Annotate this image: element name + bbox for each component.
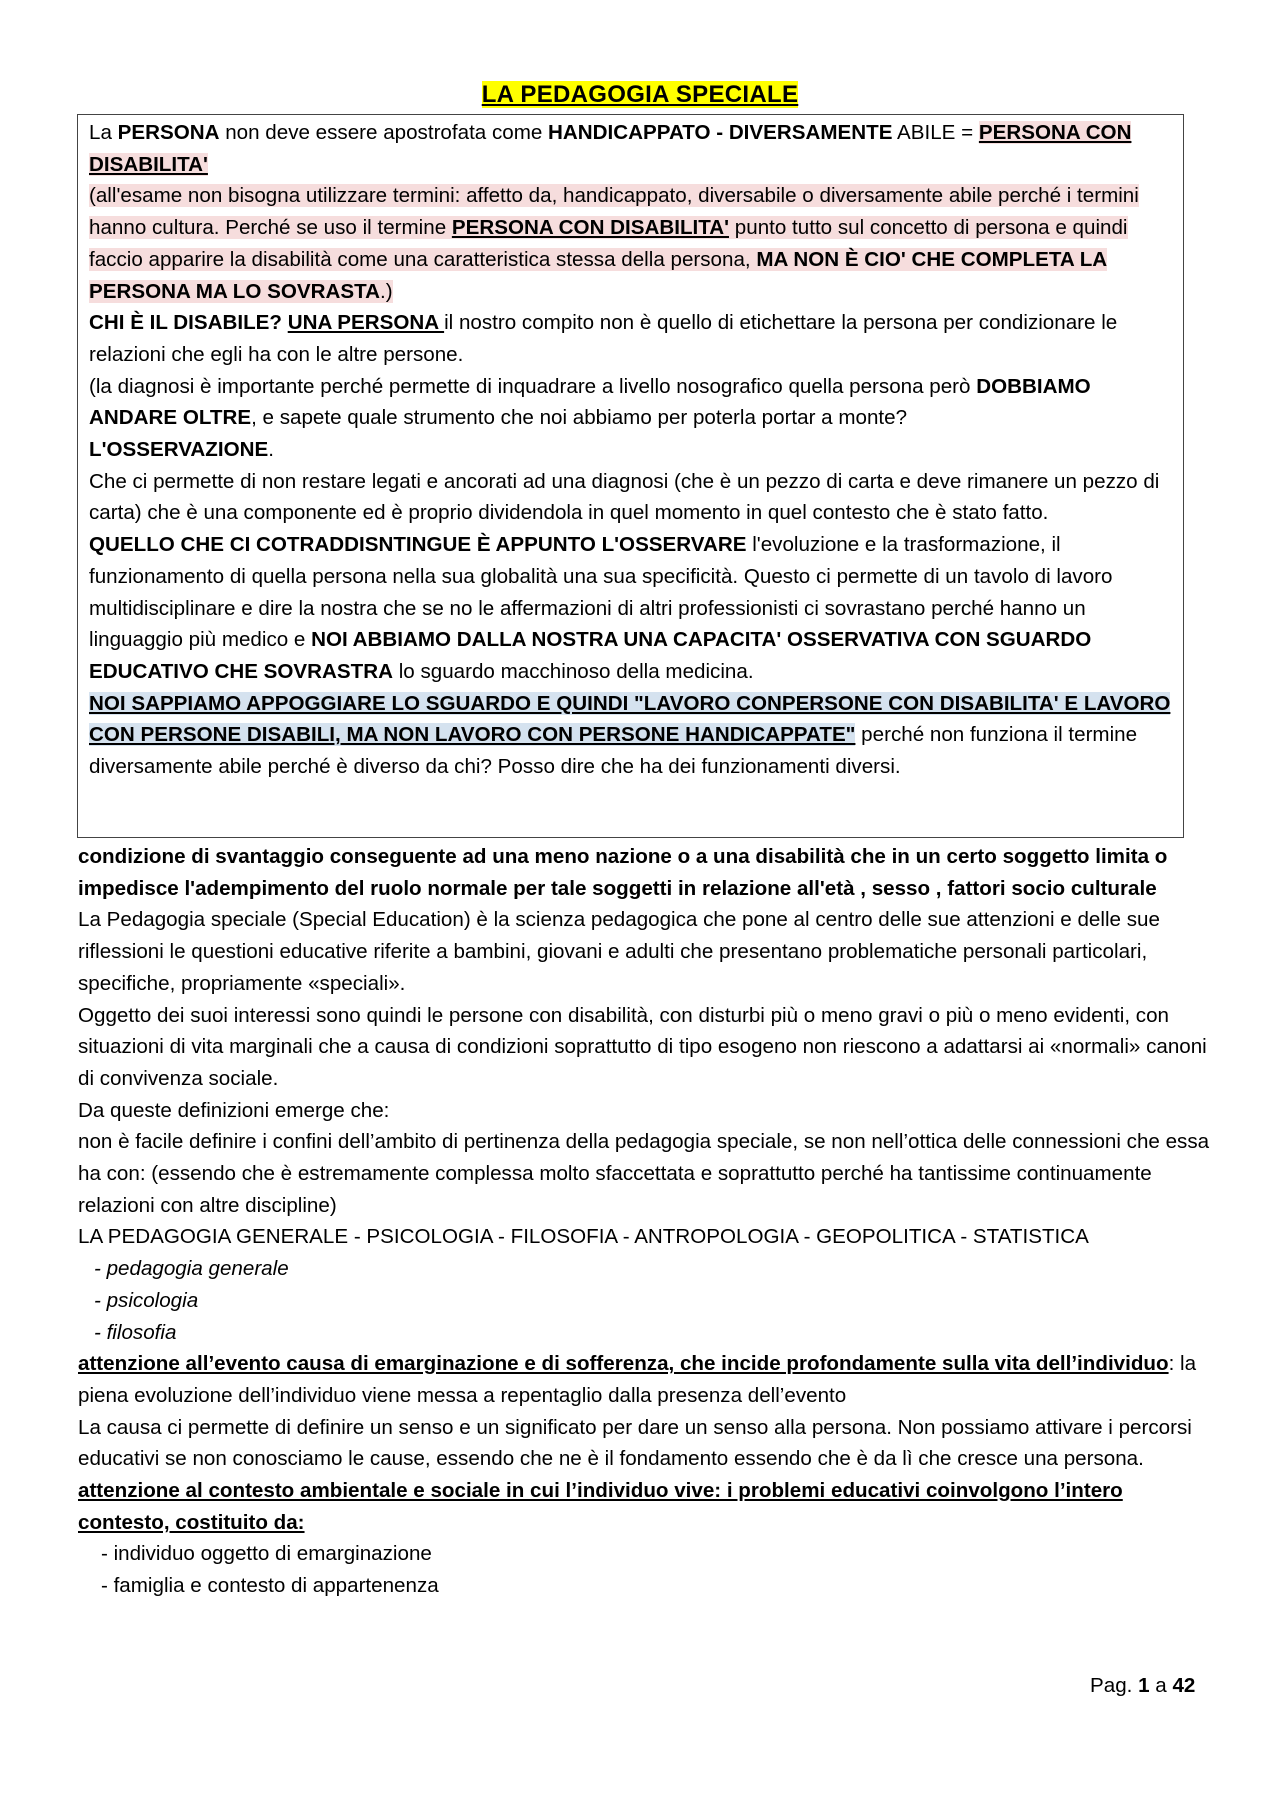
- text-run: attenzione all’evento causa di emarginazione e di sofferenza, che incide profondamente sulla vita dell’individuo: [78, 1352, 1169, 1376]
- box-paragraph: [89, 688, 1171, 783]
- text-run: La: [89, 121, 118, 144]
- text-run: HANDICAPPATO - DIVERSAMENTE: [548, 121, 893, 144]
- text-run: LA PEDAGOGIA GENERALE - PSICOLOGIA - FILOSOFIA - ANTROPOLOGIA - GEOPOLITICA - STATISTICA: [78, 1225, 1089, 1249]
- body-paragraph: [78, 1570, 1218, 1602]
- text-run: - psicologia: [94, 1288, 199, 1312]
- boxed-note: [77, 114, 1184, 838]
- text-run: MA NON È CIO' CHE COMPLETA LA PERSONA MA LO SOVRASTA: [89, 247, 1108, 303]
- title-text: LA PEDAGOGIA SPECIALE: [481, 81, 799, 108]
- page-footer: [1090, 1672, 1195, 1700]
- text-run: non deve essere apostrofata come: [219, 121, 549, 144]
- text-run: - pedagogia generale: [94, 1257, 289, 1281]
- body-paragraph: [78, 1412, 1218, 1475]
- box-paragraph: [89, 371, 1171, 434]
- body-paragraph: [78, 1538, 1218, 1570]
- footer-page-total: 42: [1172, 1674, 1196, 1697]
- box-paragraph: [89, 434, 1171, 466]
- text-run: L'OSSERVAZIONE: [89, 438, 269, 462]
- text-run: l'evoluzione e la trasformazione, il funzionamento di quella persona nella sua globalità una sua specificità. Questo ci permette di un tavolo di lavoro multidisciplinare e dire la nostra che se no le affermazioni di altri professionisti ci sovrastano perché hanno un linguaggio più medico e: [89, 533, 1113, 652]
- text-run: perché non funziona il termine diversamente abile perché è diverso da chi? Posso dire che ha dei funzionamenti diversi.: [89, 723, 1138, 779]
- body-paragraph: [78, 1253, 1218, 1285]
- text-run: Da queste definizioni emerge che:: [78, 1098, 390, 1122]
- body-paragraph: [78, 1000, 1218, 1095]
- body-paragraph: [78, 1095, 1218, 1127]
- text-run: - filosofia: [94, 1320, 177, 1344]
- box-paragraph: [89, 117, 1171, 180]
- body-paragraph: [78, 904, 1218, 999]
- body-text: [78, 841, 1218, 1602]
- text-run: il nostro compito non è quello di etichettare la persona per condizionare le relazioni che egli ha con le altre persone.: [89, 311, 1118, 366]
- footer-prefix: Pag.: [1090, 1674, 1139, 1697]
- text-run: DOBBIAMO ANDARE OLTRE: [89, 374, 1091, 430]
- text-run: Oggetto dei suoi interessi sono quindi le persone con disabilità, con disturbi più o meno gravi o più o meno evidenti, con situazioni di vita marginali che a causa di condizioni soprattutto di tipo esogeno non riescono a adattarsi ai «normali» canoni di convivenza sociale.: [78, 1003, 1207, 1090]
- text-run: non è facile definire i confini dell’ambito di pertinenza della pedagogia speciale, se non nell’ottica delle connessioni che essa ha con: (essendo che è estremamente complessa molto sfaccettata e soprattutto perché ha tantissime continuamente relazioni con altre discipline): [78, 1130, 1210, 1217]
- text-run: : la piena evoluzione dell’individuo viene messa a repentaglio dalla presenza dell’evento: [78, 1352, 1197, 1407]
- body-paragraph: [78, 841, 1218, 904]
- box-paragraph: [89, 180, 1171, 307]
- text-run: UNA PERSONA: [287, 311, 445, 335]
- text-run: PERSONA CON DISABILITA': [89, 121, 1132, 176]
- text-run: NOI ABBIAMO DALLA NOSTRA UNA CAPACITA' OSSERVATIVA CON SGUARDO EDUCATIVO CHE SOVRASTRA: [89, 628, 1092, 683]
- text-run: , e sapete quale strumento che noi abbiamo per poterla portar a monte?: [251, 406, 908, 430]
- box-paragraph: [89, 466, 1171, 529]
- text-run: CHI È IL DISABILE?: [89, 311, 288, 335]
- box-paragraph: [89, 307, 1171, 370]
- text-run: (all'esame non bisogna utilizzare termini: affetto da, handicappato, diversabile o diversamente abile perché i termini hanno cultura. Perché se uso il termine: [89, 184, 1139, 240]
- text-run: (la diagnosi è importante perché permette di inquadrare a livello nosografico quella persona però: [89, 374, 977, 398]
- text-run: attenzione al contesto ambientale e sociale in cui l’individuo vive: i problemi educativi coinvolgono l’intero contesto, costituito da:: [78, 1479, 1123, 1534]
- text-run: NOI SAPPIAMO APPOGGIARE LO SGUARDO E QUINDI "LAVORO CONPERSONE CON DISABILITA' E LAVORO CON PERSONE DISABILI, MA NON LAVORO CON PERSONE HANDICAPPATE": [89, 691, 1171, 747]
- body-paragraph: [78, 1475, 1218, 1538]
- text-run: PERSONA: [117, 121, 220, 144]
- text-run: PERSONA CON DISABILITA': [451, 216, 730, 240]
- text-run: - famiglia e contesto di appartenenza: [101, 1574, 439, 1598]
- footer-separator: a: [1149, 1674, 1173, 1697]
- text-run: .: [268, 438, 274, 462]
- footer-page-number: 1: [1138, 1674, 1150, 1697]
- text-run: punto tutto sul concetto di persona e quindi faccio apparire la disabilità come una caratteristica stessa della persona,: [89, 216, 1128, 271]
- text-run: La causa ci permette di definire un senso e un significato per dare un senso alla persona. Non possiamo attivare i percorsi educativi se non conosciamo le cause, essendo che ne è il fondamento essendo che è da lì che cresce una persona.: [78, 1415, 1192, 1471]
- body-paragraph: [78, 1317, 1218, 1349]
- box-paragraph: [89, 529, 1171, 688]
- body-paragraph: [78, 1348, 1218, 1411]
- text-run: ABILE =: [892, 121, 979, 144]
- body-paragraph: [78, 1285, 1218, 1317]
- text-run: La Pedagogia speciale (Special Education) è la scienza pedagogica che pone al centro delle sue attenzioni e delle sue riflessioni le questioni educative riferite a bambini, giovani e adulti che presentano problematiche personali particolari, specifiche, propriamente «speciali».: [78, 908, 1160, 995]
- text-run: condizione di svantaggio conseguente ad una meno nazione o a una disabilità che in un certo soggetto limita o impedisce l'adempimento del ruolo normale per tale soggetti in relazione all'età , sesso , fattori socio culturale: [78, 845, 1168, 900]
- text-run: .): [380, 279, 393, 303]
- text-run: - individuo oggetto di emarginazione: [101, 1542, 432, 1566]
- text-run: lo sguardo macchinoso della medicina.: [392, 659, 754, 683]
- page-title: [0, 80, 1280, 110]
- text-run: Che ci permette di non restare legati e ancorati ad una diagnosi (che è un pezzo di carta e deve rimanere un pezzo di carta) che è una componente ed è proprio dividendola in quel momento in quel contesto che è stato fatto.: [89, 469, 1160, 525]
- body-paragraph: [78, 1221, 1218, 1253]
- text-run: QUELLO CHE CI COTRADDISNTINGUE È APPUNTO L'OSSERVARE: [89, 533, 747, 557]
- body-paragraph: [78, 1126, 1218, 1221]
